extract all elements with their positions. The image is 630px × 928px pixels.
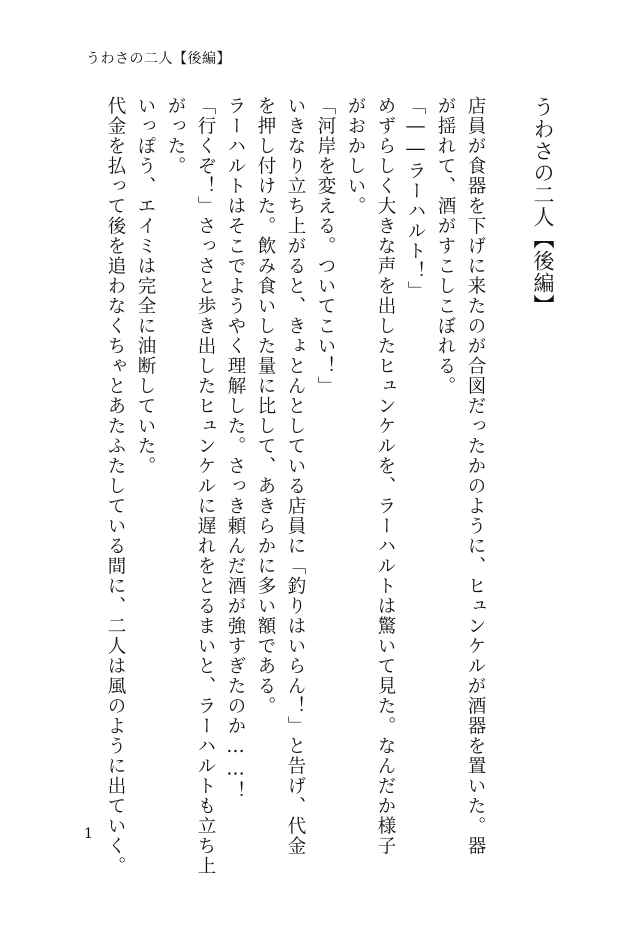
text-line: いきなり立ち上がると、きょとんとしている店員に「釣りはいらん！」と告げ、代金 bbox=[285, 96, 306, 856]
blank-line bbox=[490, 96, 504, 816]
text-line: 代金を払って後を追わなくちゃとあたふたしている間に、二人は風のように出ていく。 bbox=[105, 96, 126, 876]
text-line: 店員が食器を下げに来たのが合図だったかのように、ヒュンケルが酒器を置いた。器 bbox=[465, 96, 486, 856]
text-line: 「河岸を変える。ついてこい！」 bbox=[315, 96, 336, 396]
chapter-title: うわさの二人【後編】 bbox=[531, 96, 555, 316]
body-text bbox=[58, 96, 558, 876]
text-line: 「――ラーハルト！」 bbox=[405, 96, 426, 301]
running-head: うわさの二人【後編】 bbox=[86, 51, 231, 67]
page-number: 1 bbox=[84, 826, 93, 842]
text-line: がった。 bbox=[165, 96, 186, 176]
text-line: がおかしい。 bbox=[345, 96, 366, 216]
text-line: いっぽう、エイミは完全に油断していた。 bbox=[135, 96, 156, 476]
text-line: を押し付けた。飲み食いした量に比して、あきらかに多い額である。 bbox=[255, 96, 276, 716]
text-line: めずらしく大きな声を出したヒュンケルを、ラーハルトは驚いて見た。なんだか様子 bbox=[375, 96, 396, 856]
text-line: ラーハルトはそこでようやく理解した。さっき頼んだ酒が強すぎたのか……！ bbox=[225, 96, 246, 801]
text-line: が揺れて、酒がすこしこぼれる。 bbox=[435, 96, 456, 396]
text-line: 「行くぞ！」さっさと歩き出したヒュンケルに遅れをとるまいと、ラーハルトも立ち上 bbox=[195, 96, 216, 876]
